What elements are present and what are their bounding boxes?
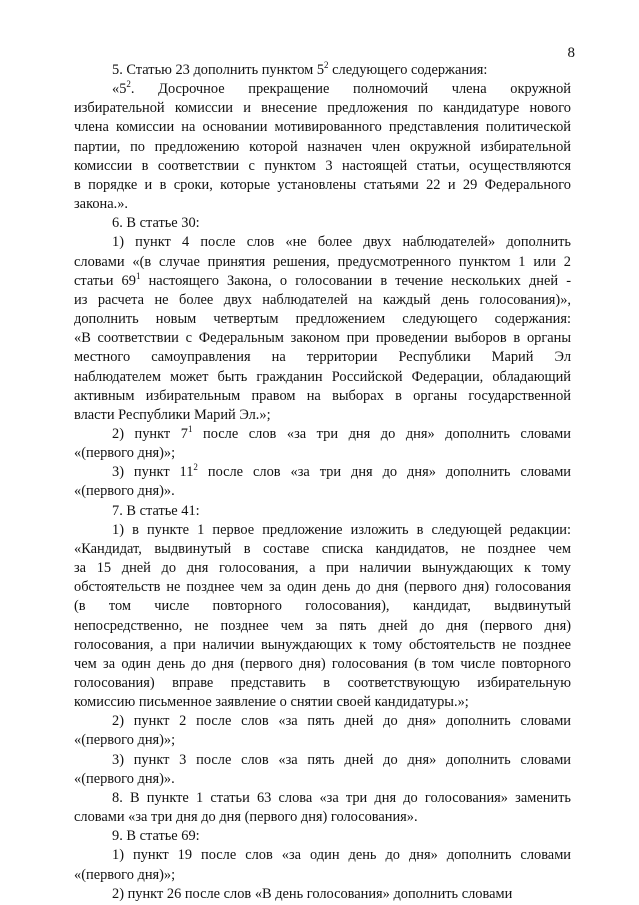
text-run: голосования) вправе представить в соответствующую избирательную xyxy=(74,675,571,691)
text-run: «(первого дня)»; xyxy=(74,732,176,749)
text-run: из расчета не более двух наблюдателей на каждый день голосования)», xyxy=(74,291,571,308)
text-run: после слов «за три дня до дня» дополнить словами xyxy=(192,425,571,442)
text-run: непосредственно, не позднее чем за пять дней до дня (первого дня) xyxy=(74,617,571,634)
text-line xyxy=(74,118,571,137)
text-line xyxy=(74,866,571,885)
text-line xyxy=(74,214,571,233)
text-line xyxy=(74,885,571,904)
text-line xyxy=(74,617,571,636)
text-run: за 15 дней до дня голосования, а при наличии вынуждающих к тому xyxy=(74,560,571,577)
text-run: «5 xyxy=(112,81,127,98)
text-line xyxy=(74,61,571,80)
text-run: члена комиссии на основании мотивированного представления политической xyxy=(74,119,571,136)
text-line xyxy=(74,789,571,808)
text-run: закона.». xyxy=(74,196,129,213)
text-line xyxy=(74,310,571,329)
text-run: 2) пункт 2 после слов «за пять дней до дня» дополнить словами xyxy=(112,713,571,730)
superscript: 1 xyxy=(187,423,193,434)
superscript: 2 xyxy=(126,79,131,90)
text-run: местного самоуправления на территории Республики Марий Эл xyxy=(74,349,571,366)
text-run: словами «(в случае принятия решения, предусмотренного пунктом 1 или 2 xyxy=(74,253,571,270)
text-run: «Кандидат, выдвинутый в составе списка кандидатов, не позднее чем xyxy=(74,540,571,557)
text-line xyxy=(74,233,571,252)
text-line xyxy=(74,502,571,521)
text-run: комиссии в соответствии с пунктом 3 настоящей статьи, осуществляются xyxy=(74,157,571,174)
text-line xyxy=(74,387,571,406)
text-run: . Досрочное прекращение полномочий члена окружной xyxy=(130,81,571,98)
text-line xyxy=(74,846,571,865)
text-line xyxy=(74,138,571,157)
text-line xyxy=(74,578,571,597)
text-run: 7. В статье 41: xyxy=(112,502,200,519)
text-run: «(первого дня)»; xyxy=(74,445,176,462)
text-line xyxy=(74,176,571,195)
text-run: 1) пункт 4 после слов «не более двух наблюдателей» дополнить xyxy=(112,234,571,251)
text-line xyxy=(74,80,571,99)
text-run: словами «за три дня до дня (первого дня) голосования». xyxy=(74,809,418,826)
text-line xyxy=(74,808,571,827)
text-line xyxy=(74,425,571,444)
text-run: 6. В статье 30: xyxy=(112,215,200,232)
text-run: голосования, а при наличии вынуждающих к тому обстоятельств не позднее xyxy=(74,636,571,653)
text-line xyxy=(74,406,571,425)
text-line xyxy=(74,636,571,655)
text-line xyxy=(74,99,571,118)
page-number: 8 xyxy=(567,45,575,61)
text-line xyxy=(74,463,571,482)
text-run: партии, по предложению которой назначен член окружной избирательной xyxy=(74,138,571,155)
text-line xyxy=(74,348,571,367)
text-run: активным избирательным правом на выборах в органы государственной xyxy=(74,387,571,404)
text-run: 5. Статью 23 дополнить пунктом 5 xyxy=(112,62,325,78)
text-run: избирательной комиссии и внесение предложения по кандидатуре нового xyxy=(74,100,571,117)
text-line xyxy=(74,770,571,789)
text-run: следующего содержания: xyxy=(328,62,488,78)
superscript: 2 xyxy=(193,462,198,473)
text-line xyxy=(74,540,571,559)
text-run: 8. В пункте 1 статьи 63 слова «за три дня до голосования» заменить xyxy=(112,789,571,806)
text-line xyxy=(74,655,571,674)
text-run: комиссию письменное заявление о снятии своей кандидатуры.»; xyxy=(74,694,469,711)
text-run: настоящего Закона, о голосовании в течение нескольких дней - xyxy=(140,272,571,289)
text-run: дополнить новым четвертым предложением следующего содержания: xyxy=(74,311,571,328)
text-line xyxy=(74,674,571,693)
text-run: 2) пункт 26 после слов «В день голосования» дополнить словами xyxy=(112,885,513,902)
text-run: 3) пункт 3 после слов «за пять дней до дня» дополнить словами xyxy=(112,751,571,768)
text-line xyxy=(74,329,571,348)
text-run: 2) пункт 7 xyxy=(112,425,188,442)
text-run: наблюдателем может быть гражданин Российской Федерации, обладающий xyxy=(74,368,571,385)
text-run: «(первого дня)». xyxy=(74,483,175,500)
document-body xyxy=(74,61,571,904)
text-line xyxy=(74,195,571,214)
text-line xyxy=(74,712,571,731)
text-run: после слов «за три дня до дня» дополнить словами xyxy=(197,464,571,481)
text-run: (в том числе повторного голосования), кандидат, выдвинутый xyxy=(74,598,571,615)
text-run: «(первого дня)»; xyxy=(74,866,176,883)
superscript: 2 xyxy=(324,60,329,70)
text-line xyxy=(74,291,571,310)
text-line xyxy=(74,693,571,712)
text-line xyxy=(74,482,571,501)
text-run: 1) пункт 19 после слов «за один день до дня» дополнить словами xyxy=(112,847,571,864)
text-run: 3) пункт 11 xyxy=(112,464,194,481)
text-run: 1) в пункте 1 первое предложение изложить в следующей редакции: xyxy=(112,521,571,538)
text-line xyxy=(74,272,571,291)
superscript: 1 xyxy=(135,270,141,281)
text-run: «(первого дня)». xyxy=(74,770,175,787)
text-run: статьи 69 xyxy=(74,272,136,289)
text-line xyxy=(74,559,571,578)
text-run: обстоятельств не позднее чем за один день до дня (первого дня) голосования xyxy=(74,579,571,596)
text-run: власти Республики Марий Эл.»; xyxy=(74,406,271,423)
text-run: «В соответствии с Федеральным законом при проведении выборов в органы xyxy=(74,330,571,347)
text-line xyxy=(74,368,571,387)
text-line xyxy=(74,521,571,540)
text-line xyxy=(74,731,571,750)
text-line xyxy=(74,253,571,272)
text-line xyxy=(74,157,571,176)
text-line xyxy=(74,827,571,846)
text-line xyxy=(74,597,571,616)
text-run: чем за один день до дня (первого дня) голосования (в том числе повторного xyxy=(74,655,571,672)
text-run: 9. В статье 69: xyxy=(112,828,200,845)
text-line xyxy=(74,444,571,463)
text-run: в порядке и в сроки, которые установлены статьями 22 и 29 Федерального xyxy=(74,176,571,193)
text-line xyxy=(74,751,571,770)
